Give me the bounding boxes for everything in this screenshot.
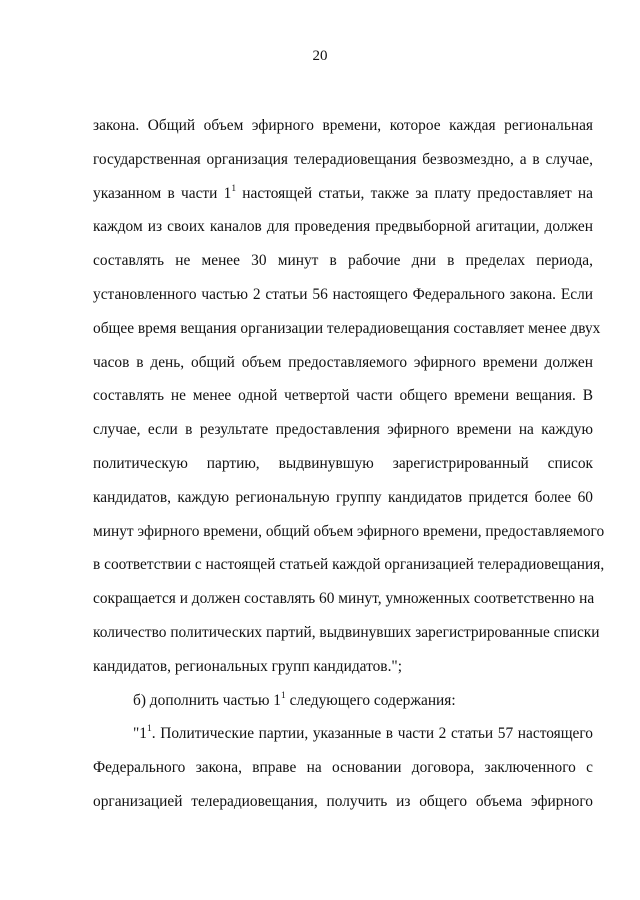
quote-start-line bbox=[93, 724, 593, 758]
page-number: 20 bbox=[312, 48, 328, 64]
text-line: государственная организация телерадиовещания безвозмездно, а в случае, bbox=[93, 150, 593, 168]
text-line: общее время вещания организации телерадиовещания составляет менее двух bbox=[93, 319, 601, 337]
text-line: количество политических партий, выдвинувших зарегистрированные списки bbox=[93, 623, 600, 641]
text-line: закона. Общий объем эфирного времени, которое каждая региональная bbox=[93, 117, 593, 134]
text-line: составлять не менее одной четвертой части общего времени вещания. В bbox=[93, 387, 593, 405]
text-line: сокращается и должен составлять 60 минут, умноженных соответственно на bbox=[93, 590, 595, 608]
text-fragment: . Политические партии, указанные в части 2 статьи 57 настоящего bbox=[151, 725, 593, 743]
text-fragment: указанном в части 1 bbox=[93, 184, 232, 202]
text-line: часов в день, общий объем предоставляемого эфирного времени должен bbox=[93, 353, 593, 371]
text-line: кандидатов, региональных групп кандидатов."; bbox=[93, 657, 402, 675]
text-fragment: настоящей статьи, также за плату предоставляет на bbox=[236, 184, 593, 202]
superscript: 1 bbox=[281, 690, 286, 701]
text-line: кандидатов, каждую региональную группу кандидатов придется более 60 bbox=[93, 488, 593, 506]
list-item-b bbox=[93, 691, 593, 725]
text-line: составлять не менее 30 минут в рабочие дни в пределах периода, bbox=[93, 252, 593, 270]
superscript: 1 bbox=[231, 183, 237, 194]
text-fragment: б) дополнить частью 1 bbox=[133, 691, 281, 709]
text-line: каждом из своих каналов для проведения предвыборной агитации, должен bbox=[93, 218, 593, 236]
text-fragment: "1 bbox=[133, 725, 147, 743]
text-line: минут эфирного времени, общий объем эфирного времени, предоставляемого bbox=[93, 522, 605, 540]
text-line: случае, если в результате предоставления эфирного времени на каждую bbox=[93, 421, 593, 439]
body-text bbox=[93, 116, 605, 826]
text-line bbox=[93, 184, 593, 218]
superscript: 1 bbox=[146, 724, 152, 735]
text-line: Федерального закона, вправе на основании договора, заключенного с bbox=[93, 759, 593, 777]
text-line: политическую партию, выдвинувшую зарегистрированный список bbox=[93, 454, 593, 472]
text-line: установленного частью 2 статьи 56 настоящего Федерального закона. Если bbox=[93, 285, 593, 303]
text-line: организацией телерадиовещания, получить из общего объема эфирного bbox=[93, 792, 593, 810]
text-fragment: следующего содержания: bbox=[285, 691, 456, 709]
text-line: в соответствии с настоящей статьей каждой организацией телерадиовещания, bbox=[93, 556, 605, 574]
